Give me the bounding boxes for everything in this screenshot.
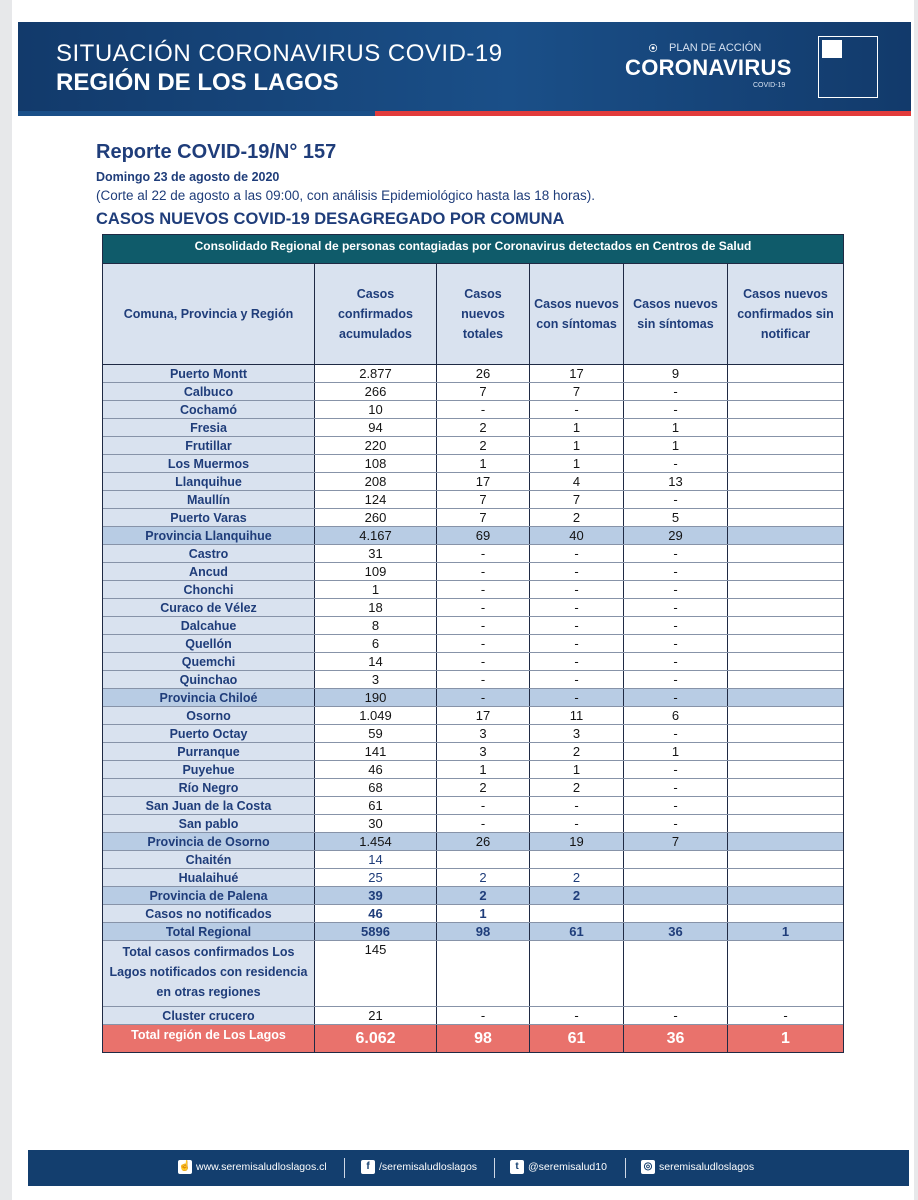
table-cell: -: [530, 545, 624, 562]
footer-web-label: www.seremisaludloslagos.cl: [196, 1161, 327, 1173]
table-cell: -: [624, 653, 728, 670]
table-cell: -: [624, 689, 728, 706]
report-note: (Corte al 22 de agosto a las 09:00, con análisis Epidemiológico hasta las 18 horas).: [96, 188, 596, 203]
table-row: [103, 1007, 843, 1025]
table-cell: 25: [315, 869, 437, 886]
table-cell: -: [437, 689, 530, 706]
table-cell: -: [530, 563, 624, 580]
table-cell: 8: [315, 617, 437, 634]
table-cell: -: [437, 401, 530, 418]
table-row: [103, 455, 843, 473]
table-cell: 39: [315, 887, 437, 904]
table-cell: [728, 563, 843, 580]
table-cell: 2: [437, 437, 530, 454]
row-label: Fresia: [103, 419, 315, 436]
table-cell: [728, 779, 843, 796]
footer-instagram[interactable]: [641, 1160, 754, 1174]
table-cell: -: [624, 599, 728, 616]
table-cell: [728, 869, 843, 886]
table-cell: 3: [437, 743, 530, 760]
table-cell: 1: [530, 761, 624, 778]
row-label: Puyehue: [103, 761, 315, 778]
table-cell: [728, 599, 843, 616]
table-cell: [728, 815, 843, 832]
table-cell: 1.454: [315, 833, 437, 850]
table-cell: -: [437, 617, 530, 634]
cases-table: [102, 234, 844, 1053]
row-label: Río Negro: [103, 779, 315, 796]
footer-twitter[interactable]: [510, 1160, 607, 1174]
table-row: [103, 689, 843, 707]
table-row: [103, 473, 843, 491]
header-title-line1: SITUACIÓN CORONAVIRUS COVID-19: [56, 40, 503, 67]
row-label: Curaco de Vélez: [103, 599, 315, 616]
table-cell: [728, 401, 843, 418]
row-label: Cluster crucero: [103, 1007, 315, 1024]
table-row: [103, 779, 843, 797]
row-label: Puerto Varas: [103, 509, 315, 526]
table-cell: [624, 851, 728, 868]
table-cell: [728, 851, 843, 868]
table-cell: [728, 509, 843, 526]
table-cell: -: [437, 797, 530, 814]
table-cell: -: [624, 455, 728, 472]
twitter-icon: t: [510, 1160, 524, 1174]
table-cell: 6: [624, 707, 728, 724]
table-cell: 145: [315, 941, 437, 1006]
table-cell: [728, 491, 843, 508]
table-cell: -: [437, 653, 530, 670]
table-cell: [728, 905, 843, 922]
table-cell: [728, 761, 843, 778]
table-cell: -: [437, 545, 530, 562]
table-cell: 2: [530, 869, 624, 886]
table-row: [103, 671, 843, 689]
table-cell: 1: [437, 905, 530, 922]
table-row: [103, 365, 843, 383]
table-cell: 208: [315, 473, 437, 490]
table-row: [103, 599, 843, 617]
table-cell: -: [530, 617, 624, 634]
table-cell: -: [624, 1007, 728, 1024]
table-cell: -: [624, 815, 728, 832]
table-cell: [728, 455, 843, 472]
table-cell: -: [530, 797, 624, 814]
row-label: Chonchi: [103, 581, 315, 598]
table-cell: 1: [315, 581, 437, 598]
row-label: Puerto Octay: [103, 725, 315, 742]
table-cell: 141: [315, 743, 437, 760]
table-cell: 13: [624, 473, 728, 490]
table-cell: -: [624, 635, 728, 652]
table-cell: 46: [315, 761, 437, 778]
table-cell: [728, 473, 843, 490]
table-cell: 17: [530, 365, 624, 382]
table-cell: -: [530, 401, 624, 418]
table-cell: [530, 941, 624, 1006]
table-cell: 2: [437, 887, 530, 904]
table-cell: 46: [315, 905, 437, 922]
table-row: [103, 905, 843, 923]
footer-facebook[interactable]: [361, 1160, 477, 1174]
table-row: [103, 923, 843, 941]
header-nuevos-totales: Casos nuevos totales: [437, 264, 530, 364]
table-cell: 1: [728, 923, 843, 940]
table-cell: [728, 689, 843, 706]
table-row: [103, 491, 843, 509]
table-cell: 109: [315, 563, 437, 580]
table-cell: -: [624, 797, 728, 814]
table-cell: [437, 851, 530, 868]
row-label: Ancud: [103, 563, 315, 580]
header-acumulados: Casos confirmados acumulados: [315, 264, 437, 364]
table-row: [103, 869, 843, 887]
row-label: Calbuco: [103, 383, 315, 400]
table-cell: -: [530, 599, 624, 616]
footer-bar: [28, 1150, 909, 1186]
header-sin-notificar: Casos nuevos confirmados sin notificar: [737, 287, 834, 341]
table-row: [103, 437, 843, 455]
table-cell: -: [530, 815, 624, 832]
table-row: [103, 815, 843, 833]
instagram-icon: ◎: [641, 1160, 655, 1174]
bulb-icon: [645, 42, 667, 54]
footer-divider: [344, 1158, 345, 1178]
table-cell: [624, 887, 728, 904]
row-label: Frutillar: [103, 437, 315, 454]
table-cell: 10: [315, 401, 437, 418]
table-cell: 31: [315, 545, 437, 562]
footer-divider: [494, 1158, 495, 1178]
table-cell: -: [624, 761, 728, 778]
table-cell: -: [624, 581, 728, 598]
table-cell: 59: [315, 725, 437, 742]
table-cell: -: [530, 653, 624, 670]
table-cell: 19: [530, 833, 624, 850]
table-cell: 1: [624, 437, 728, 454]
table-cell: 61: [530, 1025, 624, 1052]
table-body: [102, 364, 844, 1053]
table-cell: [728, 419, 843, 436]
table-cell: 1: [437, 455, 530, 472]
table-cell: 14: [315, 851, 437, 868]
row-label: Hualaihué: [103, 869, 315, 886]
table-cell: -: [624, 545, 728, 562]
table-cell: -: [437, 635, 530, 652]
table-cell: 21: [315, 1007, 437, 1024]
table-row: [103, 725, 843, 743]
table-cell: 7: [530, 383, 624, 400]
table-row: [103, 941, 843, 1007]
table-cell: 5896: [315, 923, 437, 940]
table-cell: [728, 635, 843, 652]
table-cell: [728, 743, 843, 760]
table-row: [103, 581, 843, 599]
table-cell: [728, 653, 843, 670]
report-subtitle: CASOS NUEVOS COVID-19 DESAGREGADO POR COMUNA: [96, 210, 565, 228]
table-cell: 69: [437, 527, 530, 544]
row-label: Quellón: [103, 635, 315, 652]
table-cell: [728, 617, 843, 634]
table-cell: 2: [530, 509, 624, 526]
table-cell: 1: [624, 419, 728, 436]
table-cell: 4: [530, 473, 624, 490]
table-cell: -: [437, 599, 530, 616]
table-cell: 1: [624, 743, 728, 760]
table-cell: -: [624, 383, 728, 400]
table-cell: 98: [437, 923, 530, 940]
report-title: Reporte COVID-19/N° 157: [96, 141, 337, 163]
table-cell: -: [624, 671, 728, 688]
table-cell: 260: [315, 509, 437, 526]
header-banner: [18, 22, 911, 116]
table-cell: 2: [530, 887, 624, 904]
table-cell: 61: [315, 797, 437, 814]
table-cell: 6: [315, 635, 437, 652]
row-label: Dalcahue: [103, 617, 315, 634]
ministry-logo: [818, 36, 878, 98]
row-label: Llanquihue: [103, 473, 315, 490]
plan-label: PLAN DE ACCIÓN: [669, 42, 762, 54]
table-row: [103, 707, 843, 725]
table-cell: 4.167: [315, 527, 437, 544]
footer-facebook-label: /seremisaludloslagos: [379, 1161, 478, 1173]
table-cell: -: [624, 401, 728, 418]
table-cell: 61: [530, 923, 624, 940]
table-cell: [624, 941, 728, 1006]
table-cell: 5: [624, 509, 728, 526]
table-cell: [728, 941, 843, 1006]
table-cell: 3: [437, 725, 530, 742]
table-cell: 1: [728, 1025, 843, 1052]
table-cell: 3: [315, 671, 437, 688]
table-cell: [728, 671, 843, 688]
table-cell: 26: [437, 365, 530, 382]
table-cell: 124: [315, 491, 437, 508]
row-label: Castro: [103, 545, 315, 562]
table-row: [103, 401, 843, 419]
table-row: [103, 797, 843, 815]
row-label: Provincia Chiloé: [103, 689, 315, 706]
table-cell: 7: [530, 491, 624, 508]
table-cell: [728, 545, 843, 562]
table-cell: 14: [315, 653, 437, 670]
header-title-line2: REGIÓN DE LOS LAGOS: [56, 69, 339, 96]
table-row: [103, 383, 843, 401]
table-cell: -: [624, 725, 728, 742]
table-cell: 7: [437, 509, 530, 526]
table-cell: 7: [437, 491, 530, 508]
table-cell: 17: [437, 473, 530, 490]
table-cell: 11: [530, 707, 624, 724]
table-cell: -: [783, 1008, 788, 1023]
table-cell: -: [530, 635, 624, 652]
table-cell: 1: [437, 761, 530, 778]
header-sin-sintomas: Casos nuevos sin síntomas: [624, 264, 728, 364]
table-cell: 29: [624, 527, 728, 544]
table-cell: 220: [315, 437, 437, 454]
table-cell: 108: [315, 455, 437, 472]
table-cell: [728, 707, 843, 724]
table-cell: 7: [624, 833, 728, 850]
table-cell: -: [624, 617, 728, 634]
table-cell: 2: [530, 743, 624, 760]
table-cell: 18: [315, 599, 437, 616]
table-cell: [728, 887, 843, 904]
table-row: [103, 617, 843, 635]
row-label: Puerto Montt: [103, 365, 315, 382]
table-cell: 3: [530, 725, 624, 742]
table-row: [103, 743, 843, 761]
table-cell: [728, 527, 843, 544]
table-cell: [728, 581, 843, 598]
table-consolidated-header: Consolidado Regional de personas contagiadas por Coronavirus detectados en Centros de Salud: [102, 234, 844, 264]
table-cell: -: [530, 581, 624, 598]
row-label: Total casos confirmados Los Lagos notificados con residencia en otras regiones: [103, 941, 315, 1006]
footer-instagram-label: seremisaludloslagos: [659, 1161, 755, 1173]
table-cell: -: [437, 563, 530, 580]
coronavirus-brand: CORONAVIRUS: [625, 55, 792, 80]
table-cell: 2: [437, 869, 530, 886]
row-label: Provincia Llanquihue: [103, 527, 315, 544]
table-cell: -: [437, 1007, 530, 1024]
table-row: [103, 833, 843, 851]
row-label: Provincia de Palena: [103, 887, 315, 904]
table-cell: 1: [530, 419, 624, 436]
table-cell: -: [624, 563, 728, 580]
table-cell: [728, 365, 843, 382]
header-comuna: Comuna, Provincia y Región: [103, 264, 315, 364]
row-label: Total región de Los Lagos: [103, 1025, 315, 1052]
row-label: Quemchi: [103, 653, 315, 670]
table-cell: [624, 869, 728, 886]
table-cell: -: [624, 491, 728, 508]
table-cell: 2.877: [315, 365, 437, 382]
footer-divider: [625, 1158, 626, 1178]
row-label: Maullín: [103, 491, 315, 508]
footer-twitter-label: @seremisalud10: [528, 1161, 607, 1173]
table-row: [103, 887, 843, 905]
covid-sub: COVID-19: [753, 82, 786, 89]
table-cell: 98: [437, 1025, 530, 1052]
header-stripe: [18, 111, 911, 116]
row-label: Casos no notificados: [103, 905, 315, 922]
table-row: [103, 545, 843, 563]
web-icon: ☝: [178, 1161, 192, 1172]
table-cell: 1: [530, 455, 624, 472]
table-cell: -: [624, 779, 728, 796]
table-cell: [624, 905, 728, 922]
table-cell: 2: [530, 779, 624, 796]
table-cell: -: [530, 1007, 624, 1024]
table-cell: 7: [437, 383, 530, 400]
row-label: Osorno: [103, 707, 315, 724]
table-cell: 26: [437, 833, 530, 850]
table-row: [103, 1025, 843, 1053]
table-cell: 36: [624, 1025, 728, 1052]
table-cell: -: [437, 815, 530, 832]
footer-web[interactable]: [178, 1160, 327, 1174]
table-cell: 190: [315, 689, 437, 706]
row-label: San pablo: [103, 815, 315, 832]
table-cell: -: [530, 689, 624, 706]
facebook-icon: f: [361, 1160, 375, 1174]
row-label: Cochamó: [103, 401, 315, 418]
table-row: [103, 419, 843, 437]
header-con-sintomas: Casos nuevos con síntomas: [530, 264, 624, 364]
row-label: San Juan de la Costa: [103, 797, 315, 814]
row-label: Provincia de Osorno: [103, 833, 315, 850]
table-cell: [728, 797, 843, 814]
table-row: [103, 761, 843, 779]
table-cell: 6.062: [315, 1025, 437, 1052]
plan-accion-logo: [625, 40, 795, 100]
table-cell: -: [437, 671, 530, 688]
table-row: [103, 563, 843, 581]
table-row: [103, 851, 843, 869]
row-label: Quinchao: [103, 671, 315, 688]
table-cell: 1: [530, 437, 624, 454]
table-header-row: [102, 264, 844, 364]
report-date: Domingo 23 de agosto de 2020: [96, 170, 280, 184]
table-cell: 68: [315, 779, 437, 796]
table-cell: -: [437, 581, 530, 598]
table-cell: 36: [624, 923, 728, 940]
table-cell: 94: [315, 419, 437, 436]
table-row: [103, 509, 843, 527]
row-label: Total Regional: [103, 923, 315, 940]
table-row: [103, 635, 843, 653]
table-cell: [437, 941, 530, 1006]
table-cell: [728, 383, 843, 400]
row-label: Purranque: [103, 743, 315, 760]
table-cell: 2: [437, 419, 530, 436]
table-cell: [728, 833, 843, 850]
table-cell: [728, 725, 843, 742]
table-cell: 1.049: [315, 707, 437, 724]
table-row: [103, 527, 843, 545]
table-cell: -: [530, 671, 624, 688]
government-emblem-icon: [822, 40, 842, 58]
table-cell: [728, 437, 843, 454]
table-cell: [530, 851, 624, 868]
table-cell: 17: [437, 707, 530, 724]
table-cell: 30: [315, 815, 437, 832]
row-label: Chaitén: [103, 851, 315, 868]
table-cell: 2: [437, 779, 530, 796]
table-cell: 40: [530, 527, 624, 544]
table-cell: 266: [315, 383, 437, 400]
table-row: [103, 653, 843, 671]
row-label: Los Muermos: [103, 455, 315, 472]
table-cell: [530, 905, 624, 922]
table-cell: 9: [624, 365, 728, 382]
